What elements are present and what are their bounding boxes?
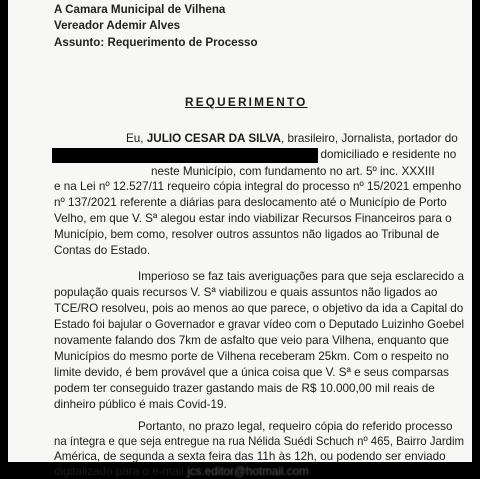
- p3-line-1: Portanto, no prazo legal, requeiro cópia do referido processo: [138, 420, 453, 433]
- p3-line-4-text: digitalizado para o e-mail: [54, 465, 188, 478]
- header-councilor: Vereador Ademir Alves: [54, 19, 181, 32]
- redaction-bar: [52, 148, 318, 163]
- header-subject: Assunto: Requerimento de Processo: [54, 36, 258, 49]
- p1-line-7: Município, bem como, resolver outros assuntos não ligados ao Tribunal de: [54, 228, 440, 241]
- p3-line-2: na íntegra e que seja entregue na rua Nélida Suédi Schuch nº 465, Bairro Jardim: [54, 435, 465, 448]
- p1-line-4: e na Lei nº 12.527/11 requeiro cópia integral do processo nº 15/2021 empenho: [54, 180, 462, 193]
- p1-intro: Eu,: [126, 132, 147, 145]
- document-page: [8, 0, 472, 478]
- p2-line-5: novamente falando dos 7km de asfalto que veio para Vilhena, enquanto que: [54, 334, 449, 347]
- p2-line-6: Municípios do mesmo porte de Vilhena receberam 25km. Com o respeito no: [54, 350, 449, 363]
- p3-line-4: [54, 465, 309, 479]
- p2-line-7: limite devido, é bem provável que a única coisa que V. Sª e seus comparsas: [54, 366, 449, 379]
- p2-line-4: Estado foi bajular o Governador e gravar vídeo com o Deputado Luizinho Goebel: [54, 318, 464, 331]
- p1-line-1: [126, 132, 458, 146]
- p1-line-6: Velho, em que V. Sª alegou estar indo viabilizar Recursos Financeiros para o: [54, 212, 452, 225]
- p1-line-2: , domiciliado e residente no: [314, 148, 457, 161]
- p1-line-5: nº 137/2021 referente a diárias para deslocamento até o Município de Porto: [54, 196, 447, 209]
- p1-line-8: Contas do Estado.: [54, 244, 151, 257]
- p2-line-2: população quais recursos V. Sª viabilizou e quais assuntos não ligados ao: [54, 286, 438, 299]
- p2-line-3: TCE/RO resolveu, pois ao menos ao que parece, o objetivo da ida a Capital do: [54, 302, 464, 315]
- p1-line-3: neste Município, com fundamento no art. 5º inc. XXXIII: [151, 165, 435, 178]
- p1-intro-rest: , brasileiro, Jornalista, portador do: [281, 132, 458, 145]
- document-title: REQUERIMENTO: [185, 95, 308, 109]
- p3-line-3: América, de segunda a sexta feira das 11h às 12h, ou podendo ser enviado: [54, 450, 446, 463]
- email-text: jcs.editor@hotmail.com: [187, 465, 309, 478]
- header-recipient: A Camara Municipal de Vilhena: [54, 3, 226, 16]
- p2-line-1: Imperioso se faz tais averiguações para que seja esclarecido a: [138, 270, 465, 283]
- p2-line-9: dinheiro público é mais Covid-19.: [54, 398, 227, 411]
- p2-line-8: podem ter conseguido trazer gastando mais de R$ 10.000,00 mil reais de: [54, 382, 435, 395]
- author-name: JULIO CESAR DA SILVA: [146, 132, 281, 145]
